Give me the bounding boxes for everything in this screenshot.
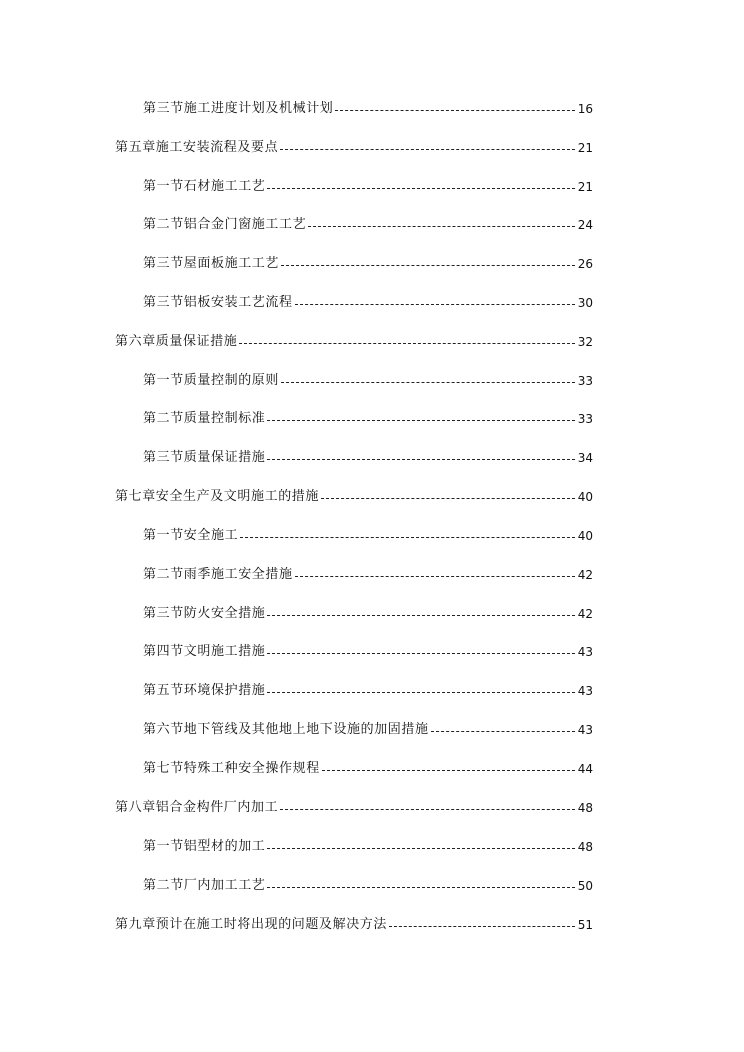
toc-entry-page: 40 (577, 529, 593, 543)
dot-leader (280, 149, 575, 150)
toc-entry-page: 42 (577, 568, 593, 582)
dot-leader (295, 576, 575, 577)
toc-entry[interactable] (143, 215, 593, 235)
toc-entry-title: 第五节环境保护措施 (143, 683, 266, 698)
toc-entry-title: 第一节铝型材的加工 (143, 839, 266, 854)
toc-entry-title: 第一节安全施工 (143, 528, 239, 543)
toc-entry-page: 26 (577, 257, 593, 271)
toc-entry-page: 21 (577, 141, 593, 155)
toc-entry[interactable] (143, 99, 593, 119)
toc-entry-title: 第五章施工安装流程及要点 (115, 140, 279, 155)
toc-entry-title: 第二节雨季施工安全措施 (143, 567, 293, 582)
dot-leader (280, 809, 575, 810)
toc-entry[interactable] (115, 138, 593, 158)
toc-entry-page: 32 (577, 335, 593, 349)
toc-entry-page: 44 (577, 762, 593, 776)
toc-entry[interactable] (143, 526, 593, 546)
toc-entry[interactable] (115, 798, 593, 818)
toc-entry[interactable] (143, 642, 593, 662)
toc-entry-page: 43 (577, 723, 593, 737)
dot-leader (281, 382, 575, 383)
toc-entry-title: 第三节质量保证措施 (143, 450, 266, 465)
dot-leader (240, 537, 575, 538)
dot-leader (281, 265, 575, 266)
toc-entry-title: 第八章铝合金构件厂内加工 (115, 800, 279, 815)
dot-leader (267, 887, 574, 888)
dot-leader (267, 459, 574, 460)
toc-entry-title: 第三节防火安全措施 (143, 606, 266, 621)
toc-entry-page: 43 (577, 684, 593, 698)
toc-entry-page: 51 (577, 918, 593, 932)
toc-entry[interactable] (115, 487, 593, 507)
toc-entry-title: 第一节石材施工工艺 (143, 179, 266, 194)
toc-entry[interactable] (143, 371, 593, 391)
toc-entry-title: 第二节厂内加工工艺 (143, 878, 266, 893)
toc-entry-page: 24 (577, 218, 593, 232)
toc-entry[interactable] (143, 604, 593, 624)
toc-entry[interactable] (115, 915, 593, 935)
toc-entry-title: 第一节质量控制的原则 (143, 373, 280, 388)
toc-entry-page: 43 (577, 645, 593, 659)
toc-entry[interactable] (143, 565, 593, 585)
dot-leader (431, 731, 575, 732)
dot-leader (308, 226, 575, 227)
dot-leader (239, 343, 574, 344)
toc-entry-page: 16 (577, 102, 593, 116)
dot-leader (267, 615, 574, 616)
toc-entry[interactable] (143, 720, 593, 740)
toc-entry[interactable] (143, 177, 593, 197)
dot-leader (267, 692, 574, 693)
toc-entry-title: 第三节铝板安装工艺流程 (143, 295, 293, 310)
toc-entry-title: 第七章安全生产及文明施工的措施 (115, 489, 320, 504)
toc-entry[interactable] (143, 293, 593, 313)
toc-entry-title: 第六章质量保证措施 (115, 334, 238, 349)
dot-leader (267, 653, 574, 654)
toc-entry-page: 30 (577, 296, 593, 310)
toc-entry[interactable] (143, 409, 593, 429)
toc-entry-page: 50 (577, 879, 593, 893)
dot-leader (389, 926, 575, 927)
toc-entry[interactable] (143, 681, 593, 701)
toc-entry-page: 33 (577, 374, 593, 388)
toc-entry-title: 第二节铝合金门窗施工工艺 (143, 217, 307, 232)
dot-leader (335, 110, 574, 111)
dot-leader (267, 848, 574, 849)
dot-leader (322, 770, 575, 771)
dot-leader (321, 498, 575, 499)
toc-entry[interactable] (143, 876, 593, 896)
toc-entry-page: 33 (577, 412, 593, 426)
toc-entry-page: 48 (577, 801, 593, 815)
toc-entry-page: 42 (577, 607, 593, 621)
toc-entry-page: 48 (577, 840, 593, 854)
toc-entry-title: 第二节质量控制标准 (143, 411, 266, 426)
toc-entry-page: 40 (577, 490, 593, 504)
toc-entry-title: 第三节屋面板施工工艺 (143, 256, 280, 271)
dot-leader (267, 188, 574, 189)
toc-entry[interactable] (143, 254, 593, 274)
toc-entry[interactable] (143, 837, 593, 857)
toc-entry[interactable] (143, 448, 593, 468)
toc-entry-page: 34 (577, 451, 593, 465)
toc-entry-title: 第九章预计在施工时将出现的问题及解决方法 (115, 917, 388, 932)
dot-leader (267, 420, 574, 421)
dot-leader (295, 304, 575, 305)
toc-entry-title: 第三节施工进度计划及机械计划 (143, 101, 334, 116)
toc-entry-title: 第七节特殊工种安全操作规程 (143, 761, 320, 776)
toc-entry[interactable] (143, 759, 593, 779)
toc-entry-page: 21 (577, 180, 593, 194)
toc-entry-title: 第四节文明施工措施 (143, 644, 266, 659)
toc-entry-title: 第六节地下管线及其他地上地下设施的加固措施 (143, 722, 429, 737)
toc-entry[interactable] (115, 332, 593, 352)
